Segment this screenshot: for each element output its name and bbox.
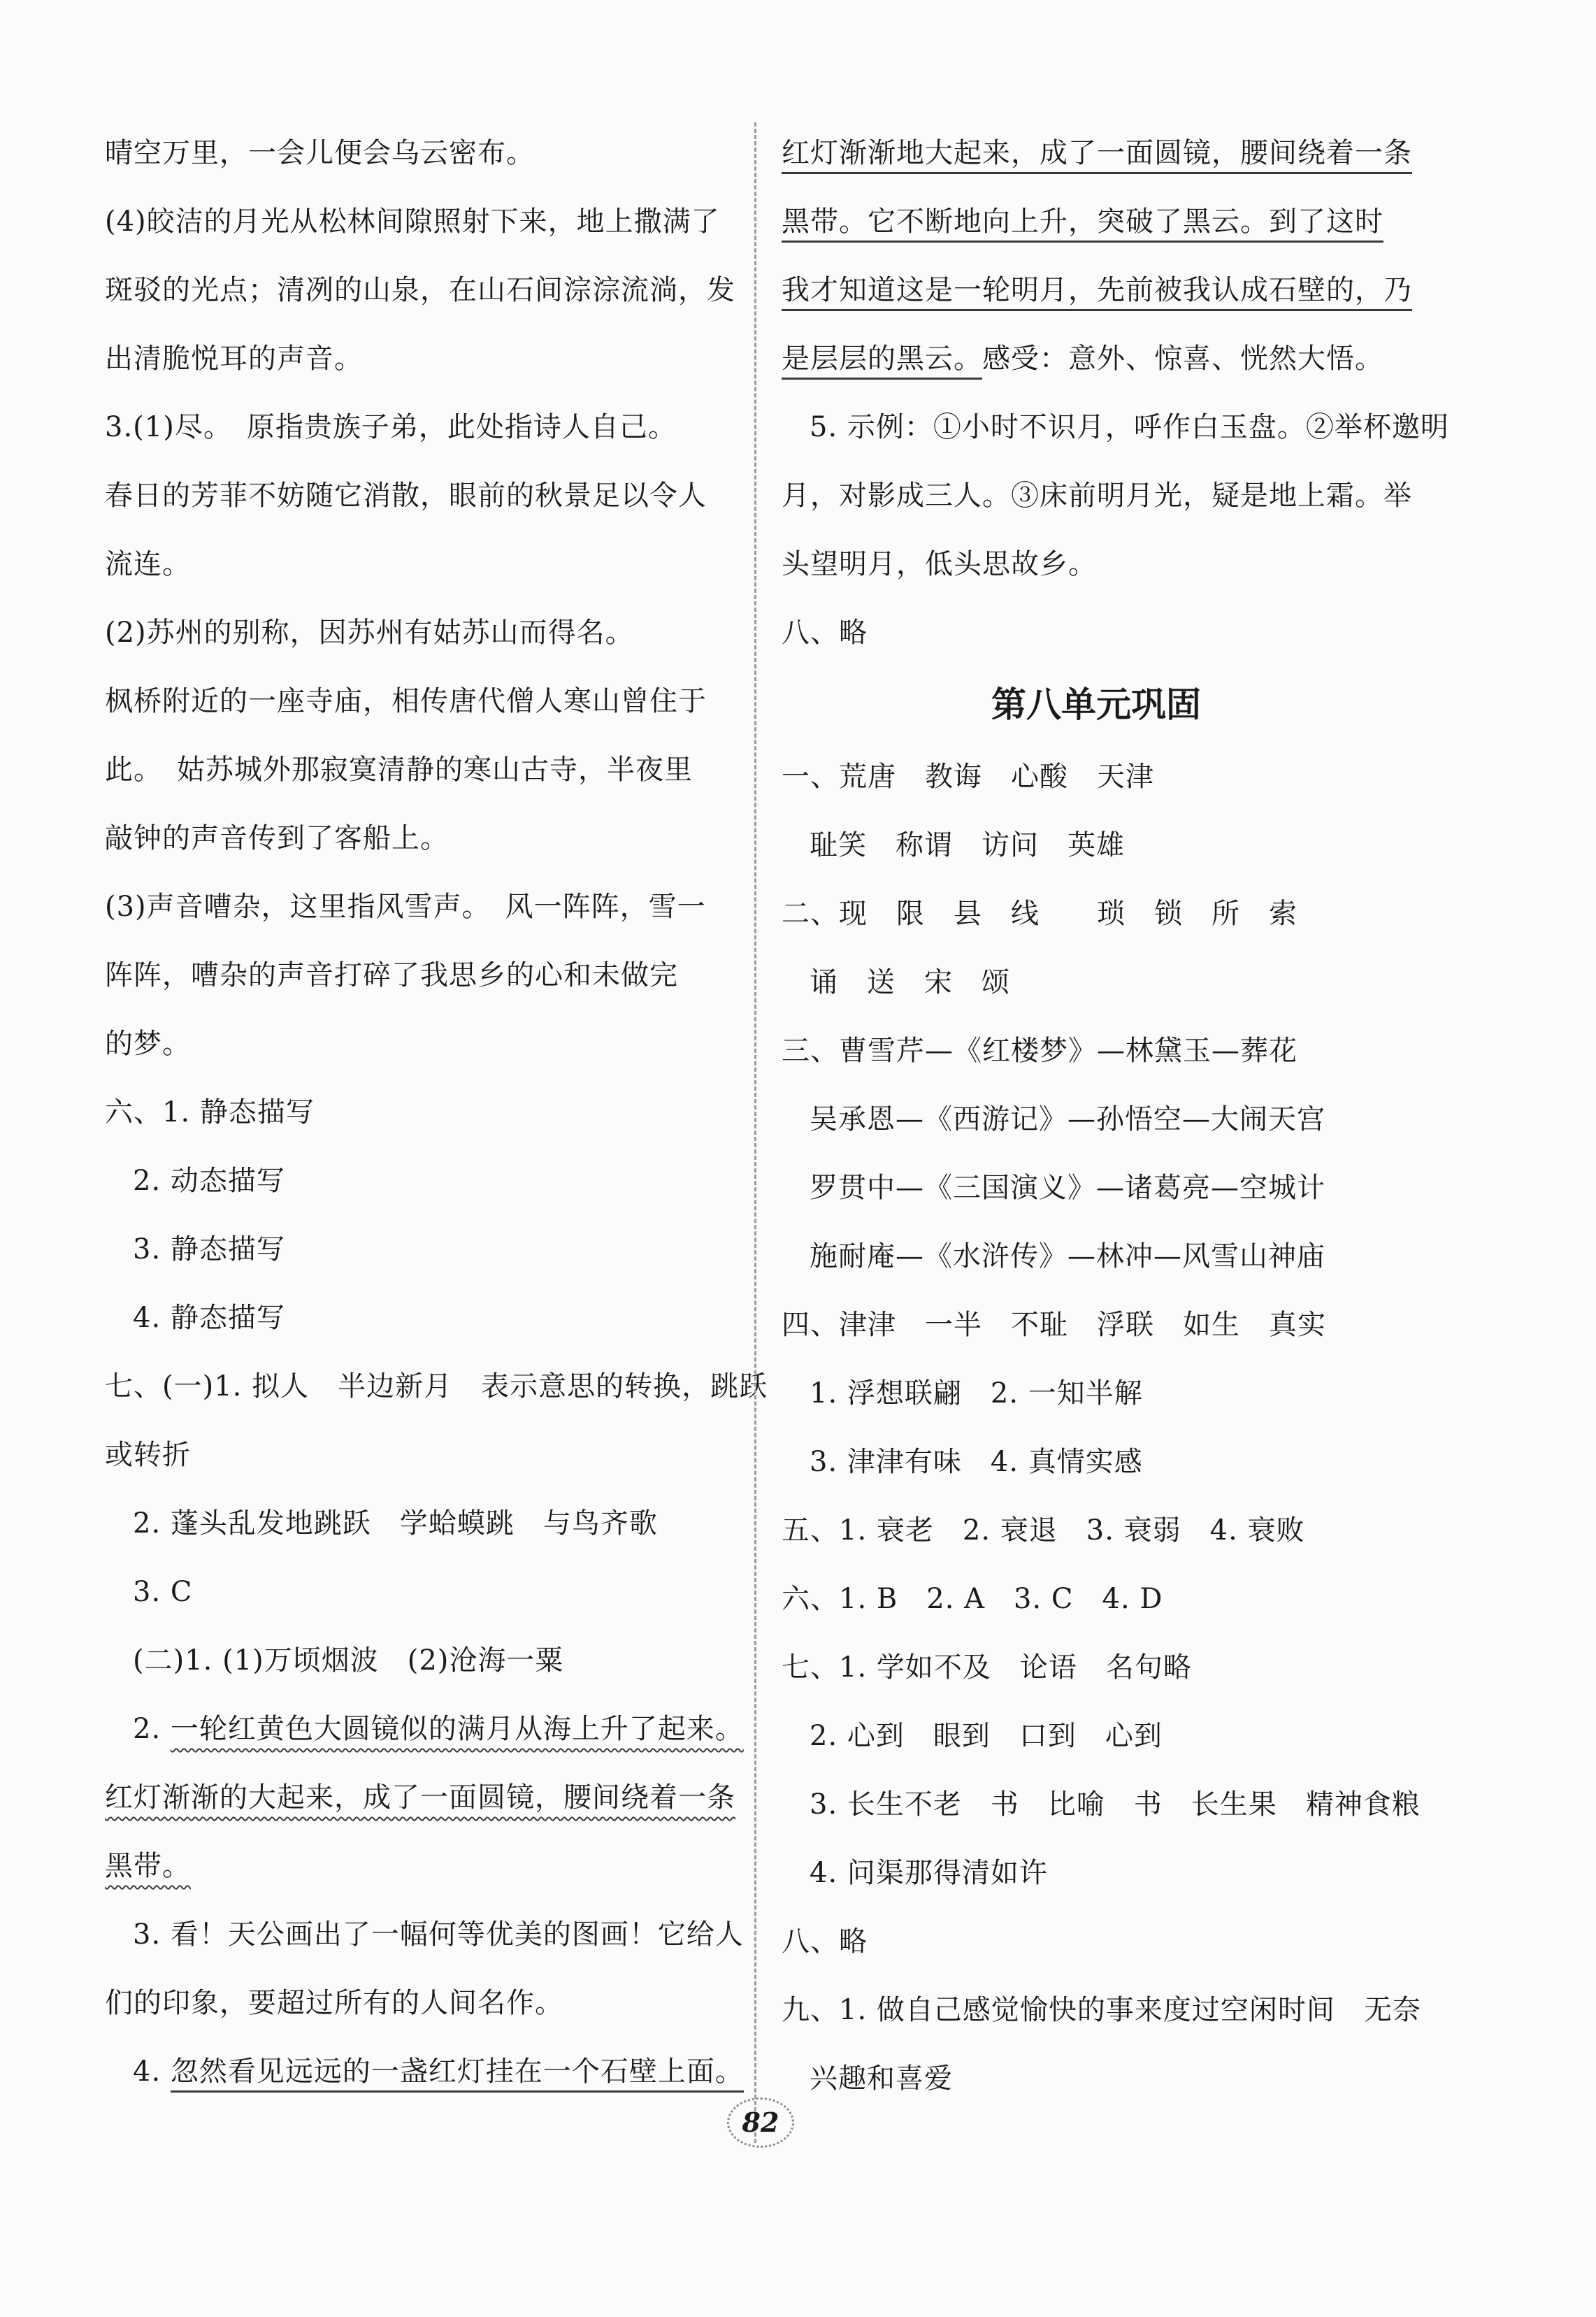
answer-line: 诵 送 宋 颂 <box>810 966 1010 998</box>
answer-line: 4. 静态描写 <box>133 1302 285 1334</box>
text-line: 春日的芳菲不妨随它消散，眼前的秋景足以令人 <box>105 480 707 512</box>
answer-heading: 九、1. 做自己感觉愉快的事来度过空闲时间 无奈 <box>782 1994 1421 2026</box>
text-line: (3)声音嘈杂，这里指风雪声。 风一阵阵，雪一 <box>105 891 706 923</box>
text-line: (2)苏州的别称，因苏州有姑苏山而得名。 <box>105 617 634 649</box>
answer-line: (二)1. (1)万顷烟波 (2)沧海一粟 <box>133 1644 564 1677</box>
underlined-sentence: 黑带。 <box>105 1850 191 1882</box>
answer-number: 4. <box>133 2056 171 2088</box>
underlined-sentence: 一轮红黄色大圆镜似的满月从海上升了起来。 <box>170 1713 744 1745</box>
answer-heading: 八、略 <box>782 1925 868 1958</box>
text-line <box>782 119 1481 187</box>
answer-heading: 二、现 限 县 线 琐 锁 所 索 <box>782 898 1297 930</box>
underlined-sentence: 红灯渐渐地大起来，成了一面圆镜，腰间绕着一条 <box>782 137 1412 174</box>
column-divider <box>754 122 756 2143</box>
text-line: 此。 姑苏城外那寂寞清静的寒山古寺，半夜里 <box>105 754 693 786</box>
answer-line: 3. 看！天公画出了一幅何等优美的图画！它给人 <box>133 1918 744 1951</box>
text-line: 或转折 <box>105 1439 191 1471</box>
answer-line: 5. 示例：①小时不识月，呼作白玉盘。②举杯邀明 <box>810 411 1449 443</box>
answer-heading: 八、略 <box>782 617 868 649</box>
answer-heading: 一、荒唐 教诲 心酸 天津 <box>782 761 1154 793</box>
page-number: 82 <box>727 2097 794 2148</box>
text-line: 流连。 <box>105 548 191 580</box>
text-line: 出清脆悦耳的声音。 <box>105 343 363 375</box>
answer-heading: 七、1. 学如不及 论语 名句略 <box>782 1651 1192 1684</box>
answer-line: 3. C <box>133 1576 193 1608</box>
answer-line: 2. 动态描写 <box>133 1165 285 1197</box>
text-line: 晴空万里，一会儿便会乌云密布。 <box>105 137 535 169</box>
answer-line: 2. 心到 眼到 口到 心到 <box>810 1720 1163 1752</box>
answer-line: 3. 静态描写 <box>133 1233 285 1265</box>
text-line <box>782 187 1481 256</box>
section-title: 第八单元巩固 <box>991 684 1201 725</box>
answer-line: 罗贯中—《三国演义》—诸葛亮—空城计 <box>810 1172 1325 1204</box>
text-line: 3.(1)尽。 原指贵族子弟，此处指诗人自己。 <box>105 411 677 443</box>
text-line <box>782 324 1481 393</box>
answer-line <box>105 2037 744 2106</box>
text-line <box>105 1832 734 1900</box>
right-column <box>782 119 1481 2113</box>
answer-heading: 七、(一)1. 拟人 半边新月 表示意思的转换，跳跃 <box>105 1370 768 1403</box>
text-line: 阵阵，嘈杂的声音打碎了我思乡的心和未做完 <box>105 959 678 991</box>
answer-heading: 五、1. 衰老 2. 衰退 3. 衰弱 4. 衰败 <box>782 1514 1305 1547</box>
answer-heading: 六、1. 静态描写 <box>105 1096 315 1128</box>
answer-line: 兴趣和喜爱 <box>810 2063 953 2095</box>
feeling-text: 感受：意外、惊喜、恍然大悟。 <box>982 343 1383 375</box>
answer-line: 4. 问渠那得清如许 <box>810 1857 1048 1889</box>
answer-line: 3. 长生不老 书 比喻 书 长生果 精神食粮 <box>810 1788 1421 1821</box>
answer-line: 2. 蓬头乱发地跳跃 学蛤蟆跳 与鸟齐歌 <box>133 1507 658 1540</box>
answer-heading: 六、1. B 2. A 3. C 4. D <box>782 1583 1163 1615</box>
text-line <box>105 1763 734 1832</box>
underlined-sentence: 黑带。它不断地向上升，突破了黑云。到了这时 <box>782 206 1383 243</box>
answer-heading: 三、曹雪芹—《红楼梦》—林黛玉—葬花 <box>782 1035 1297 1067</box>
text-line: 敲钟的声音传到了客船上。 <box>105 822 449 854</box>
text-line: 们的印象，要超过所有的人间名作。 <box>105 1987 563 2019</box>
answer-line: 吴承恩—《西游记》—孙悟空—大闹天宫 <box>810 1103 1325 1135</box>
underlined-sentence: 是层层的黑云。 <box>782 343 982 380</box>
text-line: (4)皎洁的月光从松林间隙照射下来，地上撒满了 <box>105 206 720 238</box>
answer-line: 耻笑 称谓 访问 英雄 <box>810 829 1125 861</box>
underlined-sentence: 红灯渐渐的大起来，成了一面圆镜，腰间绕着一条 <box>105 1781 735 1814</box>
text-line: 月，对影成三人。③床前明月光，疑是地上霜。举 <box>782 480 1412 512</box>
answer-heading: 四、津津 一半 不耻 浮联 如生 真实 <box>782 1309 1326 1341</box>
left-column <box>105 119 768 2106</box>
text-line <box>782 256 1481 324</box>
underlined-sentence: 忽然看见远远的一盏红灯挂在一个石壁上面。 <box>171 2056 744 2093</box>
answer-line: 1. 浮想联翩 2. 一知半解 <box>810 1377 1143 1409</box>
text-line: 的梦。 <box>105 1028 191 1060</box>
text-line: 枫桥附近的一座寺庙，相传唐代僧人寒山曾住于 <box>105 685 707 717</box>
answer-line: 3. 津津有味 4. 真情实感 <box>810 1446 1143 1478</box>
answer-line: 施耐庵—《水浒传》—林冲—风雪山神庙 <box>810 1240 1325 1272</box>
text-line: 斑驳的光点；清冽的山泉，在山石间淙淙流淌，发 <box>105 274 735 306</box>
text-line: 头望明月，低头思故乡。 <box>782 548 1097 580</box>
answer-number: 2. <box>133 1713 171 1745</box>
answer-line <box>105 1695 744 1763</box>
underlined-sentence: 我才知道这是一轮明月，先前被我认成石壁的，乃 <box>782 274 1412 311</box>
